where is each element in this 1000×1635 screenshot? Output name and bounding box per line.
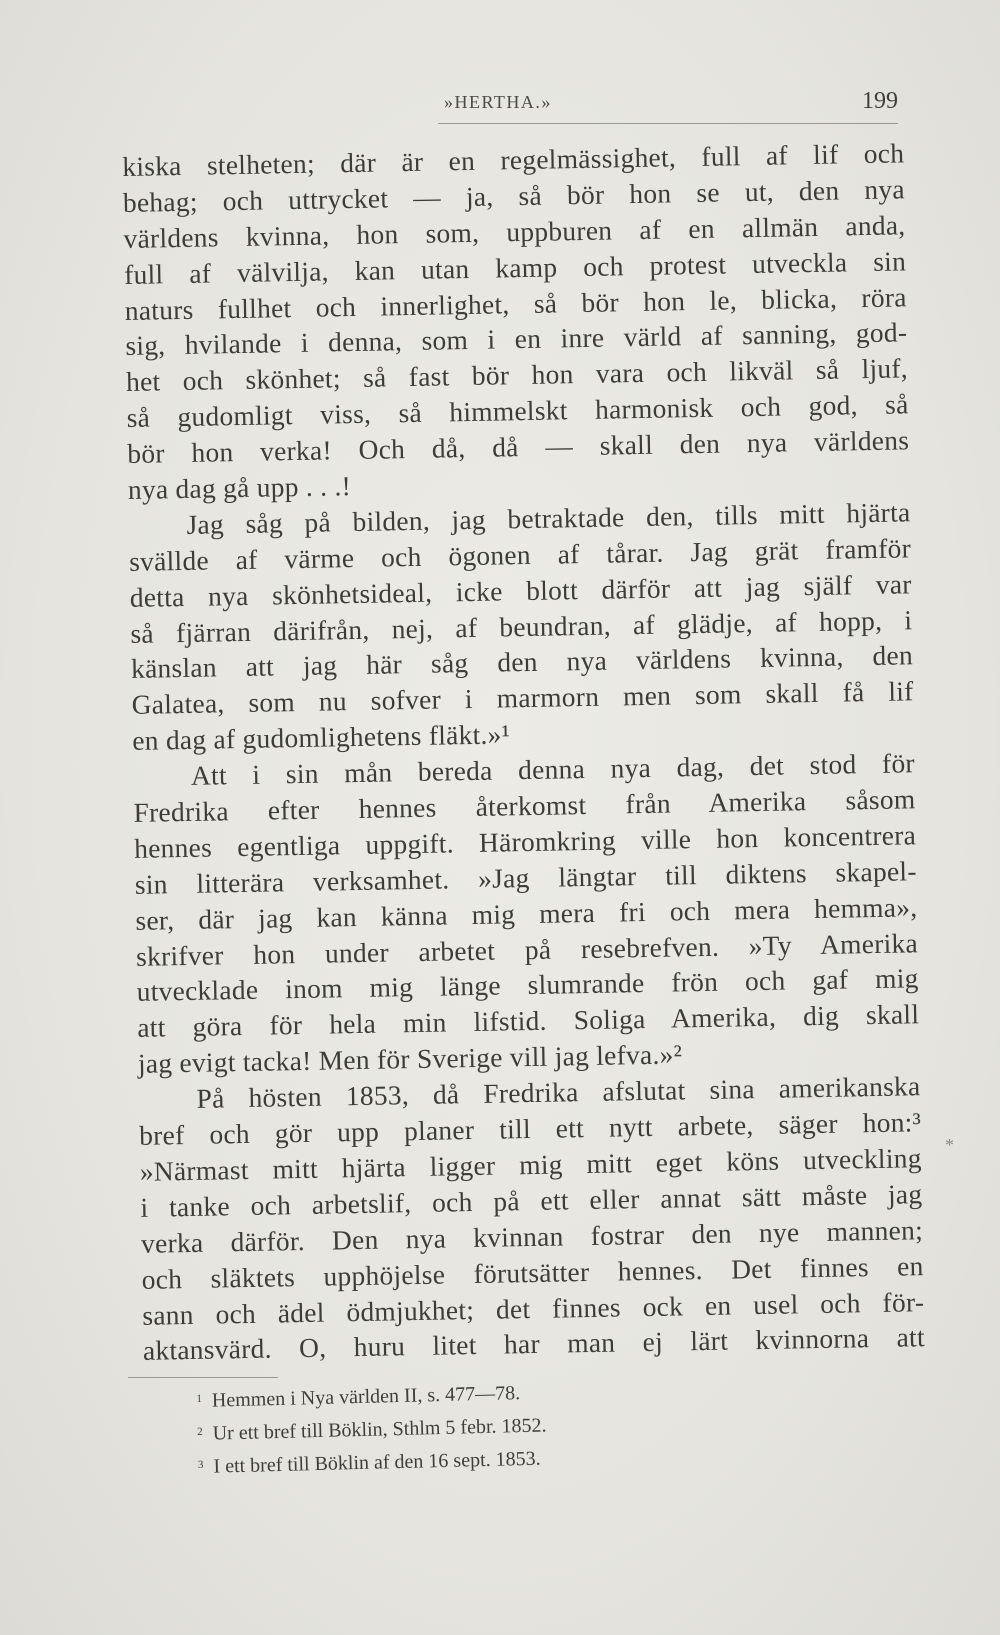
footnote-text: I ett bref till Böklin af den 16 sept. 1853. — [213, 1447, 541, 1478]
text-line: utvecklade inom mig länge slumrande frön och gaf mig — [136, 963, 919, 1008]
text-line: Galatea, som nu sofver i marmorn men som skall få lif — [131, 676, 914, 721]
text-line: detta nya skönhetsideal, icke blott därför att jag själf var — [129, 568, 912, 613]
text-line: världens kvinna, hon som, uppburen af en allmän anda, — [123, 210, 906, 254]
text-line: På hösten 1853, då Fredrika afslutat sina amerikanska — [196, 1071, 921, 1114]
page-number: 199 — [862, 88, 898, 114]
text-line: full af välvilja, kan utan kamp och protest utveckla sin — [123, 246, 907, 290]
text-line: så gudomligt viss, så himmelskt harmonisk och god, så — [126, 389, 909, 434]
text-line: så fjärran därifrån, nej, af beundran, af glädje, af hopp, i — [130, 604, 913, 649]
text-line: sin litterära verksamhet. »Jag längtar till diktens skapel- — [134, 856, 917, 900]
body-text — [122, 136, 925, 1370]
margin-mark: * — [945, 1135, 954, 1155]
text-line: naturs fullhet och innerlighet, så bör hon le, blicka, röra — [124, 281, 907, 326]
footnotes — [196, 1372, 698, 1483]
footnote-rule — [128, 1377, 278, 1378]
footnote-text: Ur ett bref till Böklin, Sthlm 5 febr. 1852. — [212, 1414, 547, 1445]
footnote-mark: 3 — [197, 1458, 204, 1471]
text-line: aktansvärd. O, huru litet har man ej lärt kvinnorna att — [142, 1322, 926, 1367]
text-line: känslan att jag här såg den nya världens kvinna, den — [130, 640, 914, 685]
text-line: Jag såg på bilden, jag betraktade den, tills mitt hjärta — [186, 497, 911, 540]
text-line: nya dag gå upp . . .! — [127, 471, 352, 505]
text-line: hennes egentliga uppgift. Häromkring ville hon koncentrera — [133, 820, 917, 864]
footnote-mark: 1 — [196, 1392, 203, 1405]
text-line: jag evigt tacka! Men för Sverige vill jag lefva.»² — [137, 1039, 683, 1080]
footnote-mark: 2 — [197, 1425, 203, 1438]
text-line: bör hon verka! Och då, då — skall den nya världens — [127, 425, 910, 470]
running-title: »HERTHA.» — [444, 92, 552, 112]
text-line: kiska stelheten; där är en regelmässighet, full af lif och — [122, 138, 905, 182]
text-line: bref och gör upp planer till ett nytt arbete, säger hon:³ — [138, 1107, 922, 1151]
text-line: att göra för hela min lifstid. Soliga Amerika, dig skall — [137, 999, 920, 1044]
text-line: skrifver hon under arbetet på resebrefven. »Ty Amerika — [135, 927, 919, 972]
text-line: sig, hvilande i denna, som i en inre värld af sanning, god- — [125, 317, 908, 362]
text-line: ser, där jag kan känna mig mera fri och mera hemma», — [135, 891, 918, 936]
header-rule — [438, 123, 898, 124]
text-line: och släktets upphöjelse förutsätter hennes. Det finnes en — [141, 1250, 924, 1295]
text-line: Fredrika efter hennes återkomst från Amerika såsom — [133, 784, 916, 828]
text-line: het och skönhet; så fast bör hon vara och likväl så ljuf, — [125, 353, 909, 398]
text-line: en dag af gudomlighetens fläkt.»¹ — [132, 719, 511, 757]
text-line: sann och ädel ödmjukhet; det finnes ock en usel och för- — [142, 1286, 925, 1331]
footnote-text: Hemmen i Nya världen II, s. 477—78. — [211, 1382, 521, 1412]
text-line: »Närmast mitt hjärta ligger mig mitt eget köns utveckling — [139, 1143, 922, 1187]
page-header — [124, 88, 904, 122]
text-line: verka därför. Den nya kvinnan fostrar den nye mannen; — [140, 1214, 924, 1259]
text-line: behag; och uttrycket — ja, så bör hon se ut, den nya — [122, 174, 906, 218]
text-line: i tanke och arbetslif, och på ett eller annat sätt måste jag — [140, 1179, 923, 1223]
text-line: Att i sin mån bereda denna nya dag, det stod för — [190, 748, 916, 792]
text-line: svällde af värme och ögonen af tårar. Jag grät framför — [128, 533, 912, 577]
